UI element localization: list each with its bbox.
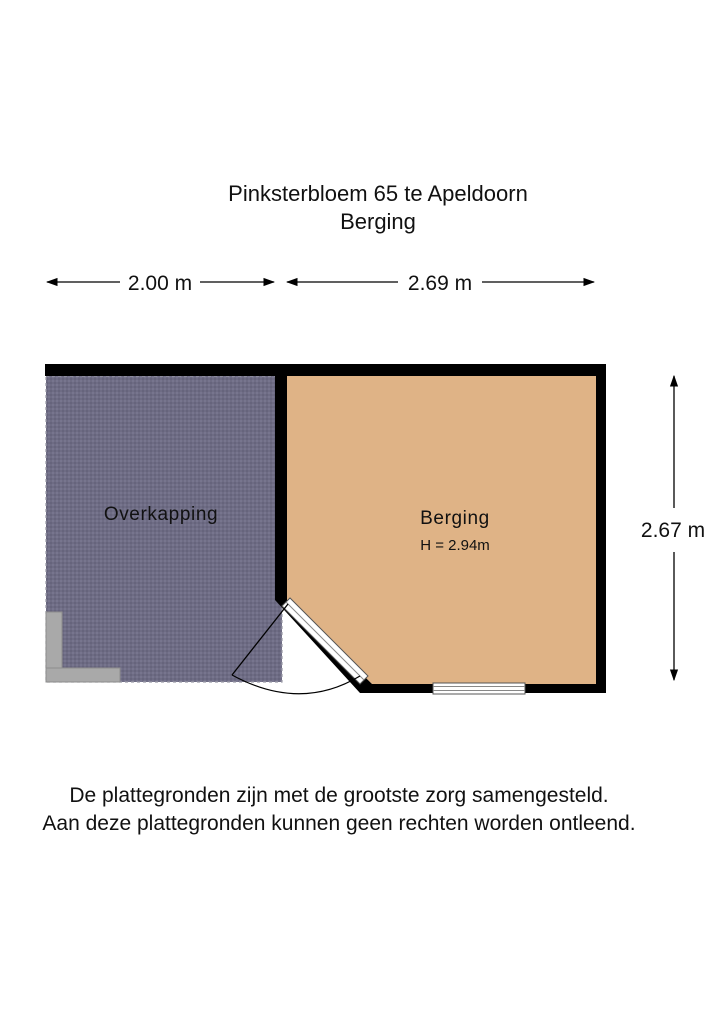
room-label-overkapping: Overkapping [103, 504, 219, 525]
width-right-label: 2.69 m [407, 272, 473, 295]
height-label: 2.67 m [640, 519, 706, 542]
dimension-width-right [287, 272, 594, 295]
disclaimer [0, 782, 678, 838]
window [433, 683, 525, 694]
address-title: Pinksterbloem 65 te Apeldoorn [228, 181, 528, 206]
room-height-berging: H = 2.94m [420, 537, 490, 554]
wall-right [596, 364, 606, 693]
dimension-width-left [47, 272, 274, 295]
berging-floor [287, 376, 596, 684]
wall-top [45, 364, 606, 376]
overkapping-floor [46, 376, 282, 682]
disclaimer-line-2: Aan deze plattegronden kunnen geen rechten worden ontleend. [42, 812, 636, 835]
room-label-berging: Berging [420, 508, 490, 529]
dimension-height [641, 376, 705, 680]
wall-middle [275, 364, 287, 600]
width-left-label: 2.00 m [127, 272, 193, 295]
floor-name: Berging [340, 209, 416, 234]
disclaimer-line-1: De plattegronden zijn met de grootste zorg samengesteld. [69, 784, 609, 807]
